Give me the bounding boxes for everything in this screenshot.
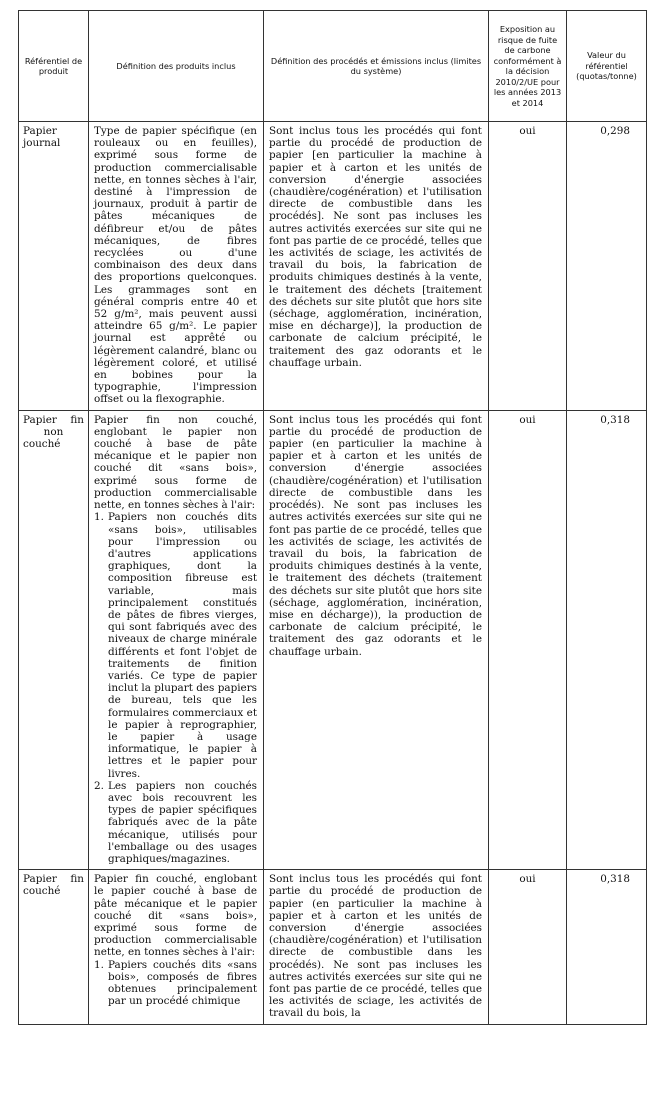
list-item-number: 2. <box>94 779 104 792</box>
product-definition-cell <box>89 410 264 870</box>
list-item-text: Les papiers non couchés avec bois recouvrent les types de papier spécifiques fabriqués avec de la pâte mécanique, utilisés pour l'emballage ou des usages graphiques/magazines. <box>108 779 257 865</box>
definition-text: Type de papier spécifique (en rouleaux ou en feuilles), exprimé sous forme de production commercialisable nette, en tonnes sèches à l'air, destiné à l'impression de journaux, produit à partir de pâtes mécaniques de défibreur et/ou de pâtes mécaniques, de fibres recyclées ou d'une combinaison des deux dans des proportions quelconques. Les grammages sont en général compris entre 40 et 52 g/m², mais peuvent aussi atteindre 65 g/m². Le papier journal est apprêté ou légèrement calandré, blanc ou légèrement coloré, et utilisé en bobines pour la typographie, l'impression offset ou la flexographie. <box>94 125 257 406</box>
product-name-line: Papier fin <box>23 413 84 426</box>
definition-list <box>94 511 257 865</box>
product-definition-cell <box>89 122 264 411</box>
list-item-text: Papiers non couchés dits «sans bois», utilisables pour l'impression ou d'autres applications graphiques, dont la composition fibreuse est variable, mais principalement constitués de pâtes de fibres vierges, qui sont fabriqués avec des niveaux de charge minérale différents et font l'objet de traitements de finition variés. Ce type de papier inclut la plupart des papiers de bureau, tels que les formulaires commerciaux et le papier à reprographier, le papier à usage informatique, le papier à lettres et le papier pour livres. <box>108 511 257 780</box>
header-processes-definition: Définition des procédés et émissions inclus (limites du système) <box>264 11 489 122</box>
product-name-cell <box>19 410 89 870</box>
table-row <box>19 870 647 1024</box>
benchmark-value-cell: 0,298 <box>567 122 647 411</box>
product-name-line: Papier <box>23 125 57 137</box>
header-carbon-leakage: Exposition au risque de fuite de carbone conformément à la décision 2010/2/UE pour les années 2013 et 2014 <box>489 11 567 122</box>
product-name-line: Papier fin <box>23 873 84 886</box>
definition-list <box>94 959 257 1008</box>
header-product-benchmark: Référentiel de produit <box>19 11 89 122</box>
processes-text: Sont inclus tous les procédés qui font partie du procédé de production de papier (en particulier la machine à papier et à carton et les unités de conversion d'énergie associées (chaudière/cogénération) et l'utilisation directe de combustible dans les procédés). Ne sont pas incluses les autres activités exercées sur site qui ne font pas partie de ce procédé, telles que les activités de sciage, les activités de travail du bois, la fabrication de produits chimiques destinés à la vente, le traitement des déchets (traitement des déchets sur site plutôt que hors site (séchage, agglomération, incinération, mise en décharge)), la production de carbonate de calcium précipité, le traitement des gaz odorants et le chauffage urbain. <box>269 413 482 658</box>
processes-cell <box>264 410 489 870</box>
processes-text: Sont inclus tous les procédés qui font partie du procédé de production de papier [en particulier la machine à papier et à carton et les unités de conversion d'énergie associées (chaudière/cogénération) et l'utilisation directe de combustible dans les procédés]. Ne sont pas incluses les autres activités exercées sur site qui ne font pas partie de ce procédé, telles que les activités de sciage, les activités de travail du bois, la fabrication de produits chimiques destinés à la vente, le traitement des déchets [traitement des déchets sur site plutôt que hors site (séchage, agglomération, incinération, mise en décharge)], la production de carbonate de calcium précipité, le traitement des gaz odorants et le chauffage urbain. <box>269 125 482 369</box>
product-definition-cell <box>89 870 264 1024</box>
product-name-cell <box>19 122 89 411</box>
definition-text: Papier fin couché, englobant le papier couché à base de pâte mécanique et le papier couché dit «sans bois», exprimé sous forme de production commercialisable nette, en tonnes sèches à l'air: <box>94 873 257 959</box>
carbon-leakage-cell: oui <box>489 870 567 1024</box>
benchmark-table <box>18 10 647 1025</box>
list-item-number: 1. <box>94 511 104 524</box>
table-header-row <box>19 11 647 122</box>
product-name-cell <box>19 870 89 1024</box>
carbon-leakage-cell: oui <box>489 122 567 411</box>
table-row <box>19 122 647 411</box>
processes-cell <box>264 870 489 1024</box>
list-item-number: 1. <box>94 958 104 971</box>
processes-text: Sont inclus tous les procédés qui font partie du procédé de production de papier (en particulier la machine à papier et à carton et les unités de conversion d'énergie associées (chaudière/cogénération) et l'utilisation directe de combustible dans les procédés). Ne sont pas incluses les autres activités exercées sur site qui ne font pas partie de ce procédé, telles que les activités de sciage, les activités de travail du bois, la <box>269 873 482 1020</box>
product-name-line: couché <box>23 885 61 898</box>
benchmark-value-cell: 0,318 <box>567 410 647 870</box>
carbon-leakage-cell: oui <box>489 410 567 870</box>
list-item <box>94 780 257 865</box>
list-item <box>94 511 257 779</box>
table-row <box>19 410 647 870</box>
product-name-line: journal <box>23 137 61 150</box>
list-item-text: Papiers couchés dits «sans bois», composés de fibres obtenues principalement par un procédé chimique <box>108 958 257 1008</box>
processes-cell <box>264 122 489 411</box>
product-name-line: couché <box>23 438 61 451</box>
header-products-definition: Définition des produits inclus <box>89 11 264 122</box>
definition-text: Papier fin non couché, englobant le papier non couché à base de pâte mécanique et le papier non couché dit «sans bois», exprimé sous forme de production commercialisable nette, en tonnes sèches à l'air: <box>94 413 257 512</box>
benchmark-value-cell: 0,318 <box>567 870 647 1024</box>
list-item <box>94 959 257 1008</box>
header-benchmark-value: Valeur du référentiel (quotas/tonne) <box>567 11 647 122</box>
product-name-line: non <box>43 425 64 438</box>
